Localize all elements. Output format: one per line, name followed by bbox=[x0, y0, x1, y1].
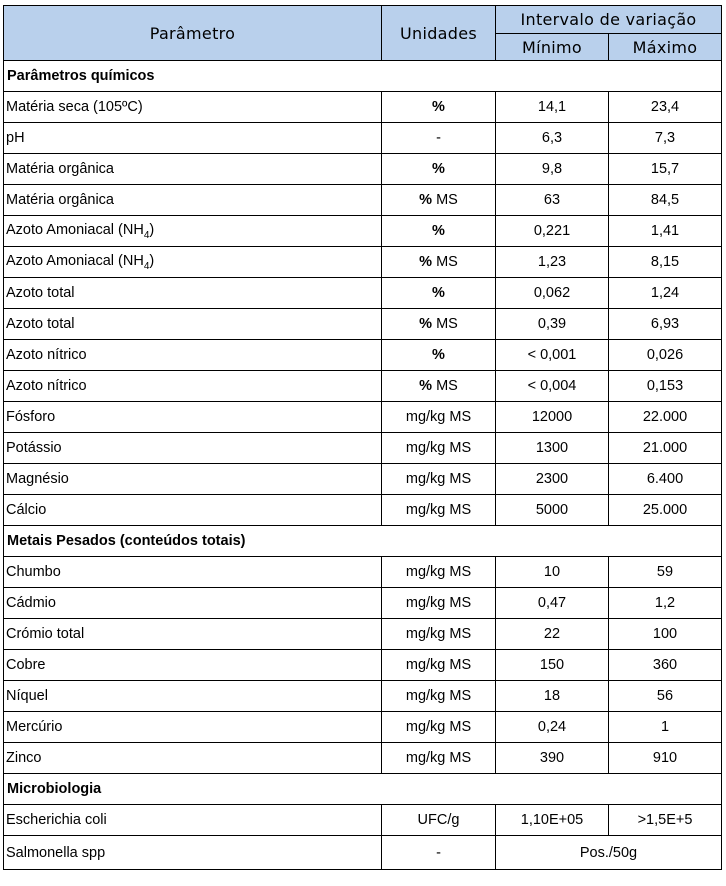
min-cell: 63 bbox=[496, 185, 609, 216]
param-cell bbox=[4, 247, 382, 278]
param-name: Crómio total bbox=[6, 626, 85, 642]
unit-cell bbox=[382, 464, 496, 495]
table-row bbox=[4, 309, 722, 340]
param-cell bbox=[4, 495, 382, 526]
table-row bbox=[4, 619, 722, 650]
unit-cell bbox=[382, 743, 496, 774]
param-name: Azoto Amoniacal (NH bbox=[6, 221, 144, 238]
unit-cell bbox=[382, 805, 496, 836]
min-cell: 390 bbox=[496, 743, 609, 774]
max-cell: 23,4 bbox=[609, 92, 722, 123]
unit-cell bbox=[382, 836, 496, 870]
table-row bbox=[4, 340, 722, 371]
param-cell bbox=[4, 650, 382, 681]
table-row bbox=[4, 681, 722, 712]
max-cell: 100 bbox=[609, 619, 722, 650]
param-cell bbox=[4, 557, 382, 588]
param-name: Cobre bbox=[6, 657, 46, 673]
table-row bbox=[4, 805, 722, 836]
max-cell: 1,2 bbox=[609, 588, 722, 619]
unit-value: % MS bbox=[419, 378, 458, 394]
min-cell: 0,062 bbox=[496, 278, 609, 309]
unit-cell bbox=[382, 185, 496, 216]
max-cell: 360 bbox=[609, 650, 722, 681]
min-cell: 0,47 bbox=[496, 588, 609, 619]
table-row bbox=[4, 371, 722, 402]
table-row bbox=[4, 92, 722, 123]
unit-value: mg/kg MS bbox=[405, 502, 472, 518]
unit-cell bbox=[382, 619, 496, 650]
param-name: Matéria seca (105ºC) bbox=[6, 99, 143, 115]
unit-value: % bbox=[432, 347, 445, 363]
param-name: Chumbo bbox=[6, 564, 61, 580]
param-name: Cálcio bbox=[6, 502, 47, 518]
table-row bbox=[4, 743, 722, 774]
unit-value: % MS bbox=[419, 192, 458, 208]
min-cell: 150 bbox=[496, 650, 609, 681]
section-header-row bbox=[4, 774, 722, 805]
param-cell bbox=[4, 836, 382, 870]
unit-value: mg/kg MS bbox=[405, 409, 472, 425]
max-cell: 910 bbox=[609, 743, 722, 774]
unit-value: mg/kg MS bbox=[405, 626, 472, 642]
header-unidades: Unidades bbox=[382, 6, 496, 61]
table-row bbox=[4, 154, 722, 185]
unit-value: mg/kg MS bbox=[405, 440, 472, 456]
unit-cell bbox=[382, 92, 496, 123]
table-row bbox=[4, 278, 722, 309]
section-title: Parâmetros químicos bbox=[4, 61, 722, 92]
param-subscript: 4 bbox=[143, 260, 150, 272]
max-cell: 59 bbox=[609, 557, 722, 588]
param-name: Zinco bbox=[6, 750, 42, 766]
min-cell: 14,1 bbox=[496, 92, 609, 123]
min-cell: 12000 bbox=[496, 402, 609, 433]
param-name: Azoto Amoniacal (NH bbox=[6, 252, 144, 269]
table-row bbox=[4, 557, 722, 588]
unit-value: mg/kg MS bbox=[405, 657, 472, 673]
table-row bbox=[4, 712, 722, 743]
min-cell: < 0,001 bbox=[496, 340, 609, 371]
range-cell-merged: Pos./50g bbox=[496, 836, 722, 870]
unit-value: - bbox=[436, 130, 441, 146]
param-name: Cádmio bbox=[6, 595, 56, 611]
param-name: Matéria orgânica bbox=[6, 192, 114, 208]
param-cell bbox=[4, 216, 382, 247]
header-parametro: Parâmetro bbox=[4, 6, 382, 61]
unit-cell bbox=[382, 340, 496, 371]
param-cell bbox=[4, 278, 382, 309]
section-title: Microbiologia bbox=[4, 774, 722, 805]
unit-cell bbox=[382, 557, 496, 588]
min-cell: 0,221 bbox=[496, 216, 609, 247]
min-cell: 1,23 bbox=[496, 247, 609, 278]
param-suffix: ) bbox=[149, 221, 155, 238]
unit-value: mg/kg MS bbox=[405, 750, 472, 766]
unit-cell bbox=[382, 278, 496, 309]
min-cell: 0,39 bbox=[496, 309, 609, 340]
unit-cell bbox=[382, 309, 496, 340]
unit-value: % bbox=[432, 99, 445, 115]
unit-value: mg/kg MS bbox=[405, 564, 472, 580]
param-cell bbox=[4, 464, 382, 495]
max-cell: 0,026 bbox=[609, 340, 722, 371]
unit-cell bbox=[382, 402, 496, 433]
min-cell: 1300 bbox=[496, 433, 609, 464]
param-cell bbox=[4, 619, 382, 650]
param-cell bbox=[4, 743, 382, 774]
unit-cell bbox=[382, 650, 496, 681]
max-cell: 21.000 bbox=[609, 433, 722, 464]
unit-cell bbox=[382, 712, 496, 743]
param-name: Potássio bbox=[6, 440, 62, 456]
param-cell bbox=[4, 154, 382, 185]
unit-value: mg/kg MS bbox=[405, 595, 472, 611]
param-name: Salmonella spp bbox=[6, 844, 106, 861]
max-cell: 84,5 bbox=[609, 185, 722, 216]
min-cell: 5000 bbox=[496, 495, 609, 526]
max-cell: 22.000 bbox=[609, 402, 722, 433]
table-row bbox=[4, 433, 722, 464]
max-cell: 8,15 bbox=[609, 247, 722, 278]
param-name: Azoto nítrico bbox=[6, 347, 87, 363]
param-cell bbox=[4, 712, 382, 743]
param-name: pH bbox=[6, 130, 25, 146]
max-cell: 15,7 bbox=[609, 154, 722, 185]
max-cell: 25.000 bbox=[609, 495, 722, 526]
param-name: Escherichia coli bbox=[6, 812, 107, 828]
unit-cell bbox=[382, 371, 496, 402]
min-cell: 22 bbox=[496, 619, 609, 650]
param-cell bbox=[4, 340, 382, 371]
param-cell bbox=[4, 805, 382, 836]
param-cell bbox=[4, 681, 382, 712]
min-cell: 9,8 bbox=[496, 154, 609, 185]
parameters-table bbox=[3, 5, 722, 870]
unit-cell bbox=[382, 433, 496, 464]
min-cell: 2300 bbox=[496, 464, 609, 495]
max-cell: >1,5E+5 bbox=[609, 805, 722, 836]
unit-value: % MS bbox=[419, 316, 458, 332]
min-cell: 0,24 bbox=[496, 712, 609, 743]
table-row bbox=[4, 588, 722, 619]
param-cell bbox=[4, 433, 382, 464]
min-cell: < 0,004 bbox=[496, 371, 609, 402]
param-name: Fósforo bbox=[6, 409, 56, 425]
param-cell bbox=[4, 371, 382, 402]
header-minimo: Mínimo bbox=[496, 34, 609, 61]
section-header-row bbox=[4, 526, 722, 557]
max-cell: 6,93 bbox=[609, 309, 722, 340]
max-cell: 1,24 bbox=[609, 278, 722, 309]
param-subscript: 4 bbox=[143, 229, 150, 241]
unit-cell bbox=[382, 495, 496, 526]
max-cell: 56 bbox=[609, 681, 722, 712]
unit-cell bbox=[382, 216, 496, 247]
unit-value: % MS bbox=[419, 254, 458, 270]
unit-cell bbox=[382, 123, 496, 154]
table-row bbox=[4, 247, 722, 278]
max-cell: 6.400 bbox=[609, 464, 722, 495]
table-row bbox=[4, 495, 722, 526]
param-name: Magnésio bbox=[6, 471, 69, 487]
table-row bbox=[4, 216, 722, 247]
param-name: Níquel bbox=[6, 688, 48, 704]
unit-value: % bbox=[432, 161, 445, 177]
table-row bbox=[4, 402, 722, 433]
table-row bbox=[4, 123, 722, 154]
unit-value: mg/kg MS bbox=[405, 688, 472, 704]
param-cell bbox=[4, 185, 382, 216]
param-name: Azoto nítrico bbox=[6, 378, 87, 394]
param-name: Matéria orgânica bbox=[6, 161, 114, 177]
param-name: Azoto total bbox=[6, 316, 75, 332]
param-name: Mercúrio bbox=[6, 719, 63, 735]
table-body bbox=[4, 61, 722, 870]
param-cell bbox=[4, 92, 382, 123]
min-cell: 6,3 bbox=[496, 123, 609, 154]
unit-value: UFC/g bbox=[417, 812, 460, 828]
table-row bbox=[4, 464, 722, 495]
unit-cell bbox=[382, 154, 496, 185]
max-cell: 0,153 bbox=[609, 371, 722, 402]
param-cell bbox=[4, 123, 382, 154]
unit-cell bbox=[382, 588, 496, 619]
section-title: Metais Pesados (conteúdos totais) bbox=[4, 526, 722, 557]
param-cell bbox=[4, 588, 382, 619]
max-cell: 1 bbox=[609, 712, 722, 743]
unit-value: mg/kg MS bbox=[405, 471, 472, 487]
max-cell: 1,41 bbox=[609, 216, 722, 247]
unit-cell bbox=[382, 247, 496, 278]
header-maximo: Máximo bbox=[609, 34, 722, 61]
section-header-row bbox=[4, 61, 722, 92]
table-row bbox=[4, 185, 722, 216]
table-row bbox=[4, 650, 722, 681]
unit-value: % bbox=[432, 285, 445, 301]
header-intervalo: Intervalo de variação bbox=[496, 6, 722, 34]
min-cell: 1,10E+05 bbox=[496, 805, 609, 836]
unit-value: % bbox=[432, 223, 445, 239]
min-cell: 18 bbox=[496, 681, 609, 712]
max-cell: 7,3 bbox=[609, 123, 722, 154]
table-row bbox=[4, 836, 722, 870]
min-cell: 10 bbox=[496, 557, 609, 588]
param-name: Azoto total bbox=[6, 285, 75, 301]
unit-cell bbox=[382, 681, 496, 712]
unit-value: mg/kg MS bbox=[405, 719, 472, 735]
unit-value: - bbox=[436, 844, 441, 861]
param-suffix: ) bbox=[149, 252, 155, 269]
param-cell bbox=[4, 309, 382, 340]
param-cell bbox=[4, 402, 382, 433]
